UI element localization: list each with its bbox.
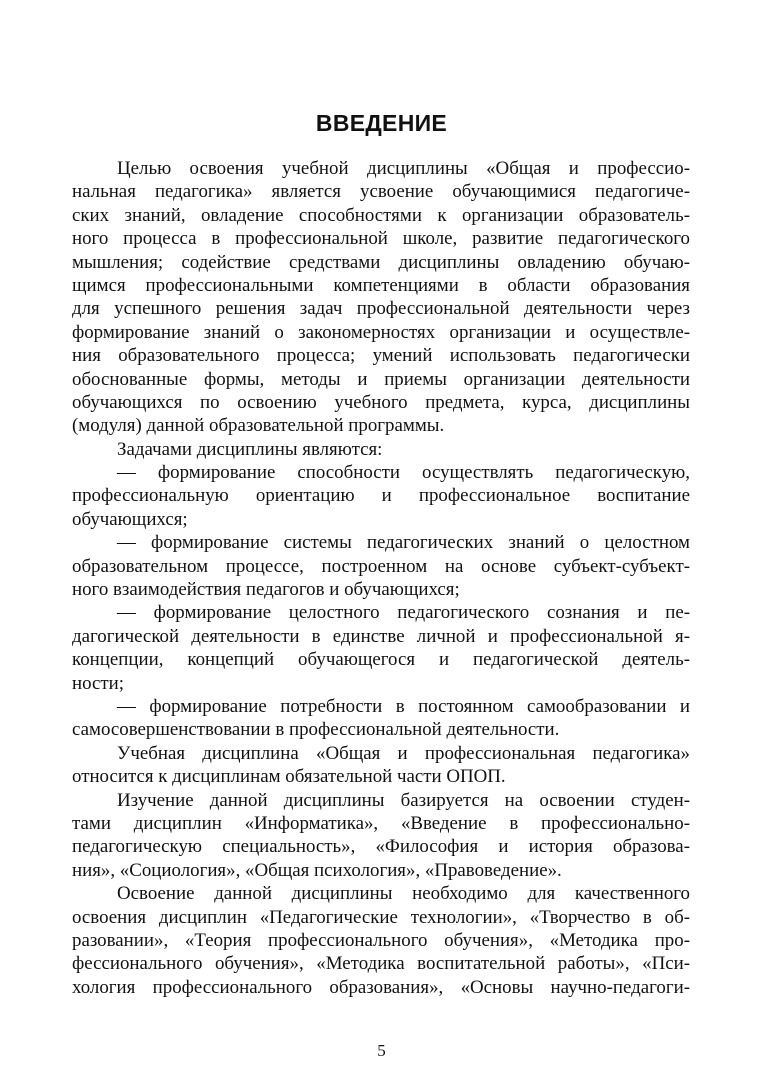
text-line: хология профессионального образования», «Основы научно-педагоги- xyxy=(72,976,690,998)
text-line: нальная педагогика» является усвоение обучающимися педагогиче- xyxy=(72,181,690,203)
text-line: — формирование потребности в постоянном самообразовании и xyxy=(117,695,690,717)
text-line: формирование знаний о закономерностях организации и осуществле- xyxy=(72,321,690,343)
text-line: образовательном процессе, построенном на основе субъект-субъект- xyxy=(72,555,690,577)
text-line: Задачами дисциплины являются: xyxy=(117,438,383,460)
text-line: профессиональную ориентацию и профессиональное воспитание xyxy=(72,485,690,507)
text-line: освоения дисциплин «Педагогические технологии», «Творчество в об- xyxy=(72,906,690,928)
text-line: обучающихся; xyxy=(72,508,188,530)
text-line: дагогической деятельности в единстве личной и профессиональной я- xyxy=(72,625,690,647)
text-line: тами дисциплин «Информатика», «Введение в профессионально- xyxy=(72,812,690,834)
text-line: — формирование системы педагогических знаний о целостном xyxy=(117,532,690,554)
body-text xyxy=(72,157,690,999)
page-title: ВВЕДЕНИЕ xyxy=(315,110,448,136)
page-number: 5 xyxy=(377,1041,386,1060)
text-line: обоснованные формы, методы и приемы организации деятельности xyxy=(72,368,690,390)
text-line: мышления; содействие средствами дисциплины овладению обучаю- xyxy=(72,251,690,273)
text-line: педагогическую специальность», «Философия и история образова- xyxy=(72,836,690,858)
text-line: щимся профессиональными компетенциями в области образования xyxy=(72,274,690,296)
text-line: разовании», «Теория профессионального обучения», «Методика про- xyxy=(72,929,690,951)
text-line: ния», «Социология», «Общая психология», «Правоведение». xyxy=(72,859,562,881)
text-line: для успешного решения задач профессиональной деятельности через xyxy=(72,298,690,320)
text-line: — формирование целостного педагогического сознания и пе- xyxy=(117,602,690,624)
text-line: концепции, концепций обучающегося и педагогической деятель- xyxy=(72,649,690,671)
text-line: ного взаимодействия педагогов и обучающихся; xyxy=(72,579,460,601)
text-line: Целью освоения учебной дисциплины «Общая и профессио- xyxy=(117,158,690,179)
text-line: (модуля) данной образовательной программы. xyxy=(72,415,445,437)
text-line: относится к дисциплинам обязательной части ОПОП. xyxy=(72,766,506,788)
text-line: Учебная дисциплина «Общая и профессиональная педагогика» xyxy=(117,742,690,764)
text-line: ских знаний, овладение способностями к организации образователь- xyxy=(72,204,690,226)
text-line: ности; xyxy=(72,672,125,694)
text-line: ного процесса в профессиональной школе, развитие педагогического xyxy=(72,228,690,250)
text-line: фессионального обучения», «Методика воспитательной работы», «Пси- xyxy=(72,953,690,975)
text-line: — формирование способности осуществлять педагогическую, xyxy=(117,462,690,484)
text-line: ния образовательного процесса; умений использовать педагогически xyxy=(72,345,690,367)
text-line: обучающихся по освоению учебного предмета, курса, дисциплины xyxy=(72,391,690,413)
text-line: Изучение данной дисциплины базируется на освоении студен- xyxy=(117,789,690,811)
text-line: Освоение данной дисциплины необходимо для качественного xyxy=(117,883,690,905)
text-line: самосовершенствовании в профессиональной деятельности. xyxy=(72,719,560,741)
